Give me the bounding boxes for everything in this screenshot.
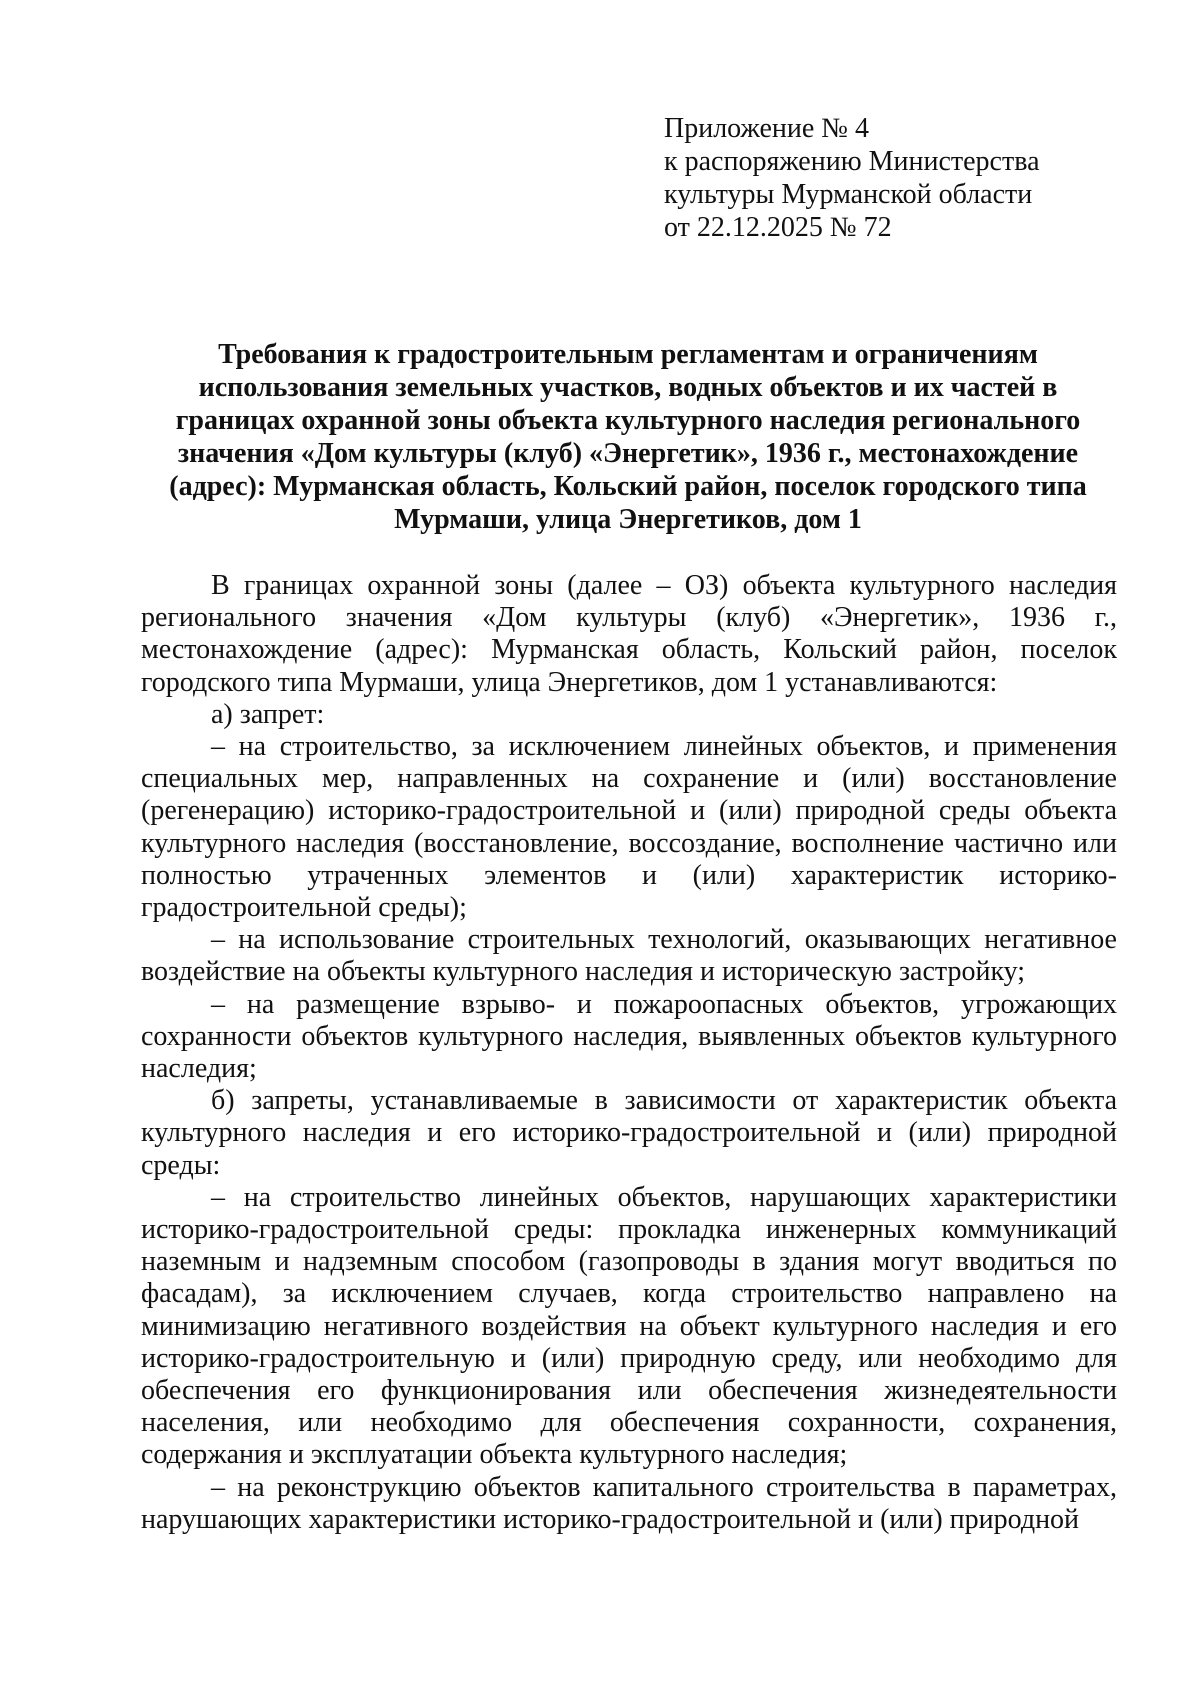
appendix-reference: к распоряжению Министерства [664,146,1040,177]
document-title: Требования к градостроительным регламентам и ограничениям использования земельных участков, водных объектов и их частей в границах охранной зоны объекта культурного наследия регионального значения «Дом культуры (клуб) «Энергетик», 1936 г., местонахождение (адрес): Мурманская область, Кольский район, поселок городского типа Мурмаши, улица Энергетиков, дом 1 [169,339,1087,535]
intro-paragraph: В границах охранной зоны (далее – ОЗ) объекта культурного наследия регионального значения «Дом культуры (клуб) «Энергетик», 1936 г., местонахождение (адрес): Мурманская область, Кольский район, поселок городского типа Мурмаши, улица Энергетиков, дом 1 устанавливаются: [141,570,1117,698]
section-a-heading: а) запрет: [211,698,325,730]
list-item: – на строительство, за исключением линейных объектов, и применения специальных мер, направленных на сохранение и (или) восстановление (регенерацию) историко-градостроительной и (или) природной среды объекта культурного наследия (восстановление, воссоздание, восполнение частично или полностью утраченных элементов и (или) характеристик историко-градостроительной среды); [141,731,1117,924]
list-item: – на реконструкцию объектов капитального строительства в параметрах, нарушающих характеристики историко-градостроительной и (или) природной [141,1471,1117,1535]
document-body [141,570,1117,1536]
list-item: – на использование строительных технологий, оказывающих негативное воздействие на объекты культурного наследия и историческую застройку; [141,924,1117,988]
appendix-date-number: от 22.12.2025 № 72 [664,212,892,243]
list-item: – на строительство линейных объектов, нарушающих характеристики историко-градостроительной среды: прокладка инженерных коммуникаций наземным и надземным способом (газопроводы в здания могут вводиться по фасадам), за исключением случаев, когда строительство направлено на минимизацию негативного воздействия на объект культурного наследия и его историко-градостроительную и (или) природную среду, или необходимо для обеспечения его функционирования или обеспечения жизнедеятельности населения, или необходимо для обеспечения сохранности, сохранения, содержания и эксплуатации объекта культурного наследия; [141,1181,1117,1471]
appendix-number: Приложение № 4 [664,113,869,144]
list-item: – на размещение взрыво- и пожароопасных объектов, угрожающих сохранности объектов культурного наследия, выявленных объектов культурного наследия; [141,988,1117,1085]
appendix-header [664,112,1134,244]
appendix-ministry: культуры Мурманской области [664,179,1033,210]
section-b-heading: б) запреты, устанавливаемые в зависимости от характеристик объекта культурного наследия и его историко-градостроительной и (или) природной среды: [141,1085,1117,1181]
